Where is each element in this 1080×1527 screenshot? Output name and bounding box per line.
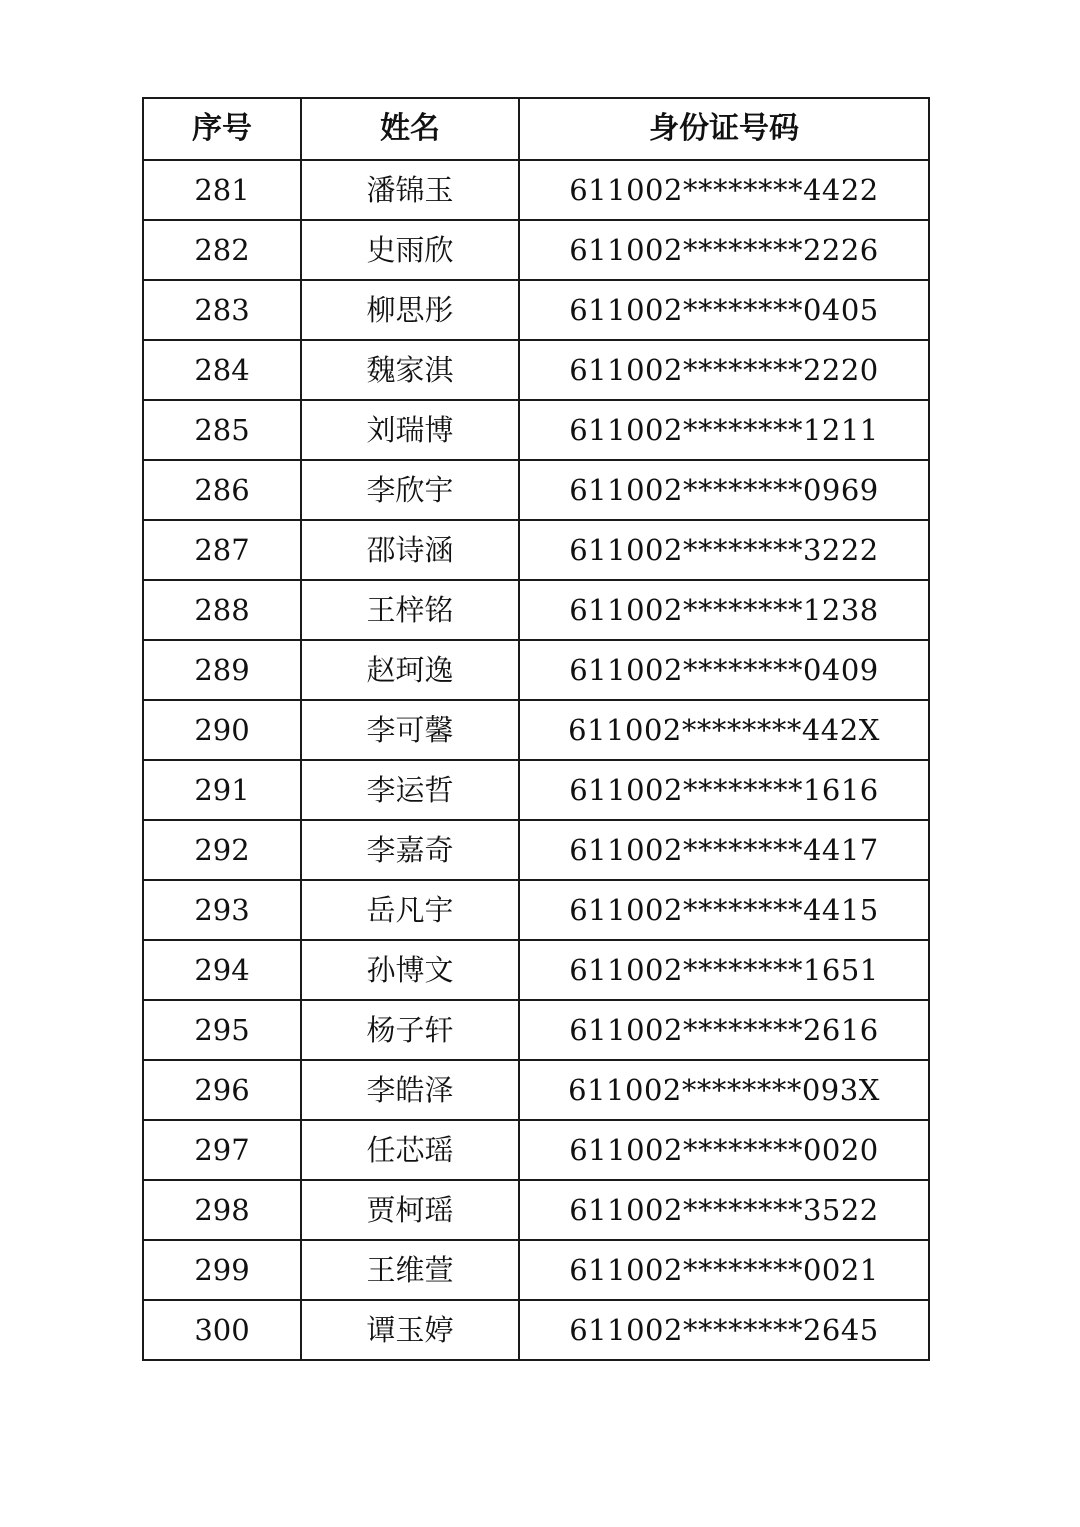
table-row <box>143 460 929 520</box>
table-body <box>143 160 929 1360</box>
cell-serial-number: 289 <box>143 640 301 700</box>
cell-serial-number: 285 <box>143 400 301 460</box>
cell-serial-number: 298 <box>143 1180 301 1240</box>
cell-id-number: 611002********1238 <box>519 580 929 640</box>
table-row <box>143 280 929 340</box>
cell-name: 邵诗涵 <box>301 520 519 580</box>
cell-id-number: 611002********2645 <box>519 1300 929 1360</box>
cell-name: 李欣宇 <box>301 460 519 520</box>
table-header <box>143 98 929 160</box>
cell-serial-number: 290 <box>143 700 301 760</box>
table-row <box>143 760 929 820</box>
cell-serial-number: 295 <box>143 1000 301 1060</box>
table-row <box>143 940 929 1000</box>
cell-id-number: 611002********3222 <box>519 520 929 580</box>
table-row <box>143 400 929 460</box>
cell-serial-number: 286 <box>143 460 301 520</box>
table-row <box>143 1060 929 1120</box>
cell-name: 柳思彤 <box>301 280 519 340</box>
cell-id-number: 611002********1616 <box>519 760 929 820</box>
cell-serial-number: 281 <box>143 160 301 220</box>
roster-table <box>142 97 930 1361</box>
table-row <box>143 880 929 940</box>
cell-serial-number: 293 <box>143 880 301 940</box>
cell-name: 孙博文 <box>301 940 519 1000</box>
cell-serial-number: 284 <box>143 340 301 400</box>
cell-serial-number: 296 <box>143 1060 301 1120</box>
table-row <box>143 1240 929 1300</box>
cell-serial-number: 282 <box>143 220 301 280</box>
cell-name: 杨子轩 <box>301 1000 519 1060</box>
table-row <box>143 700 929 760</box>
table-row <box>143 820 929 880</box>
header-serial-number: 序号 <box>143 98 301 160</box>
header-row <box>143 98 929 160</box>
cell-serial-number: 299 <box>143 1240 301 1300</box>
cell-name: 魏家淇 <box>301 340 519 400</box>
table-row <box>143 1120 929 1180</box>
cell-serial-number: 287 <box>143 520 301 580</box>
cell-name: 李可馨 <box>301 700 519 760</box>
cell-id-number: 611002********093X <box>519 1060 929 1120</box>
cell-serial-number: 291 <box>143 760 301 820</box>
cell-name: 谭玉婷 <box>301 1300 519 1360</box>
table-row <box>143 520 929 580</box>
cell-id-number: 611002********2616 <box>519 1000 929 1060</box>
header-id-number: 身份证号码 <box>519 98 929 160</box>
cell-serial-number: 294 <box>143 940 301 1000</box>
table-row <box>143 160 929 220</box>
cell-id-number: 611002********1651 <box>519 940 929 1000</box>
cell-id-number: 611002********0021 <box>519 1240 929 1300</box>
table-row <box>143 340 929 400</box>
cell-name: 李皓泽 <box>301 1060 519 1120</box>
cell-serial-number: 297 <box>143 1120 301 1180</box>
cell-name: 王维萱 <box>301 1240 519 1300</box>
cell-id-number: 611002********0969 <box>519 460 929 520</box>
cell-id-number: 611002********4422 <box>519 160 929 220</box>
cell-id-number: 611002********0405 <box>519 280 929 340</box>
cell-id-number: 611002********2226 <box>519 220 929 280</box>
cell-id-number: 611002********2220 <box>519 340 929 400</box>
table-row <box>143 1300 929 1360</box>
table-row <box>143 1180 929 1240</box>
cell-name: 王梓铭 <box>301 580 519 640</box>
cell-serial-number: 288 <box>143 580 301 640</box>
cell-id-number: 611002********3522 <box>519 1180 929 1240</box>
cell-name: 赵珂逸 <box>301 640 519 700</box>
cell-name: 潘锦玉 <box>301 160 519 220</box>
table-row <box>143 220 929 280</box>
cell-name: 岳凡宇 <box>301 880 519 940</box>
cell-name: 李运哲 <box>301 760 519 820</box>
header-name: 姓名 <box>301 98 519 160</box>
cell-serial-number: 283 <box>143 280 301 340</box>
cell-name: 李嘉奇 <box>301 820 519 880</box>
cell-id-number: 611002********1211 <box>519 400 929 460</box>
cell-serial-number: 292 <box>143 820 301 880</box>
table-row <box>143 640 929 700</box>
cell-name: 贾柯瑶 <box>301 1180 519 1240</box>
table-row <box>143 580 929 640</box>
cell-name: 史雨欣 <box>301 220 519 280</box>
table-row <box>143 1000 929 1060</box>
cell-id-number: 611002********0020 <box>519 1120 929 1180</box>
cell-name: 刘瑞博 <box>301 400 519 460</box>
cell-id-number: 611002********0409 <box>519 640 929 700</box>
cell-serial-number: 300 <box>143 1300 301 1360</box>
cell-id-number: 611002********4417 <box>519 820 929 880</box>
cell-id-number: 611002********442X <box>519 700 929 760</box>
cell-id-number: 611002********4415 <box>519 880 929 940</box>
cell-name: 任芯瑶 <box>301 1120 519 1180</box>
